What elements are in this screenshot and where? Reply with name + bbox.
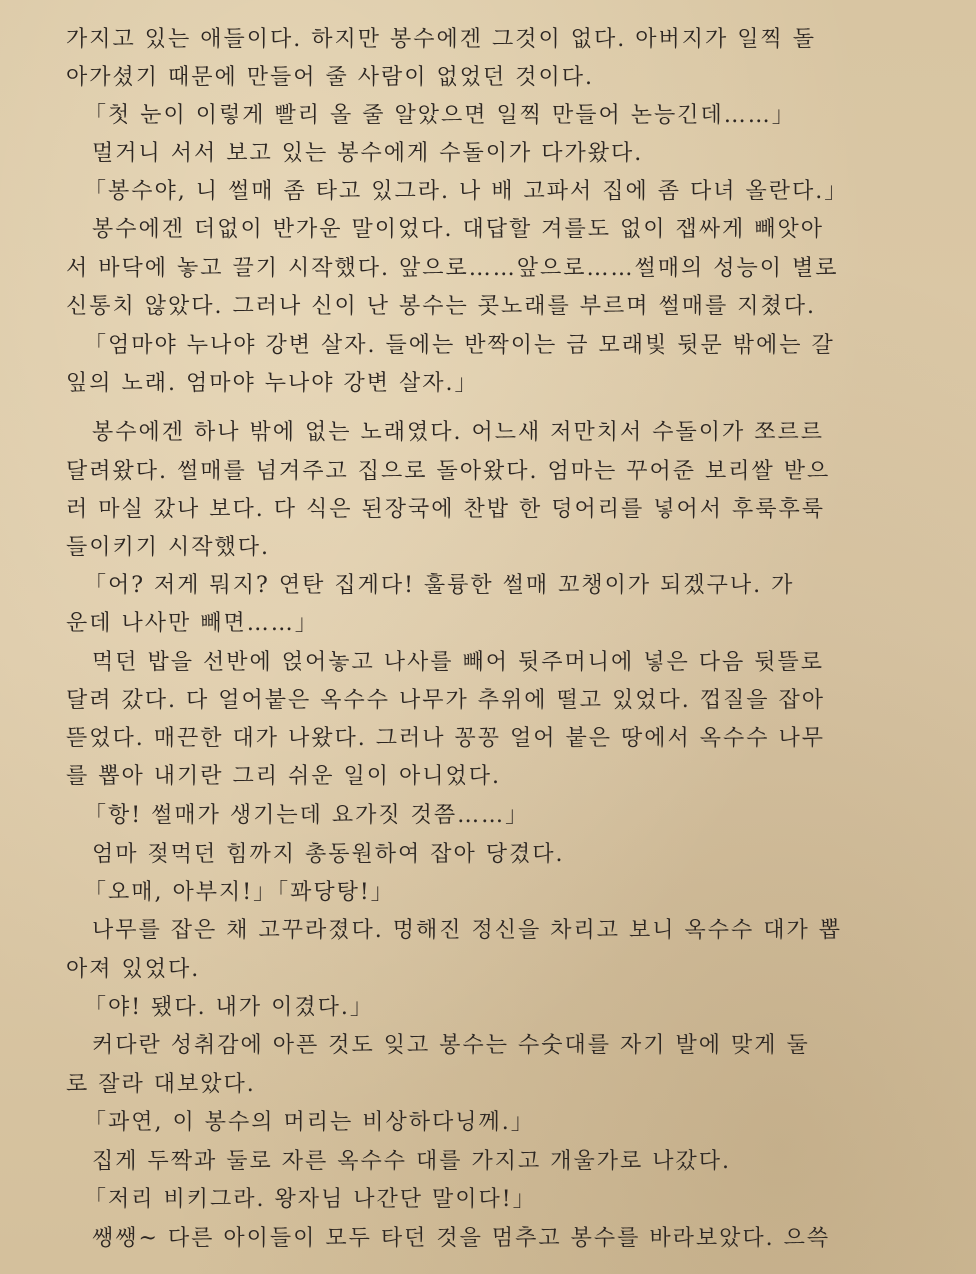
text-line: 가지고 있는 애들이다. 하지만 봉수에겐 그것이 없다. 아버지가 일찍 돌 [66, 27, 816, 52]
text-line: 잎의 노래. 엄마야 누나야 강변 살자.」 [66, 371, 479, 396]
text-line: 「봉수야, 니 썰매 좀 타고 있그라. 나 배 고파서 집에 좀 다녀 올란다.」 [84, 179, 849, 204]
text-line: 들이키기 시작했다. [66, 535, 271, 560]
text-line: 로 잘라 대보았다. [66, 1072, 256, 1097]
text-line: 뜯었다. 매끈한 대가 나왔다. 그러나 꽁꽁 얼어 붙은 땅에서 옥수수 나무 [66, 726, 825, 751]
text-line: 먹던 밥을 선반에 얹어놓고 나사를 빼어 뒷주머니에 넣은 다음 뒷뜰로 [92, 650, 824, 675]
text-line: 「과연, 이 봉수의 머리는 비상하다닝께.」 [84, 1110, 535, 1135]
text-line: 「야! 됐다. 내가 이겼다.」 [84, 995, 374, 1020]
text-line: 엄마 젖먹던 힘까지 총동원하여 잡아 당겼다. [92, 842, 565, 867]
text-line: 「엄마야 누나야 강변 살자. 들에는 반짝이는 금 모래빛 뒷문 밖에는 갈 [84, 333, 835, 358]
text-line: 서 바닥에 놓고 끌기 시작했다. 앞으로……앞으로……썰매의 성능이 별로 [66, 256, 839, 281]
text-line: 봉수에겐 하나 밖에 없는 노래였다. 어느새 저만치서 수돌이가 쪼르르 [92, 420, 824, 445]
text-line: 를 뽑아 내기란 그리 쉬운 일이 아니었다. [66, 764, 501, 789]
text-line: 쌩쌩~ 다른 아이들이 모두 타던 것을 멈추고 봉수를 바라보았다. 으쓱 [92, 1226, 831, 1251]
text-line: 「어? 저게 뭐지? 연탄 집게다! 훌륭한 썰매 꼬챙이가 되겠구나. 가 [84, 573, 795, 598]
text-line: 운데 나사만 빼면……」 [66, 611, 319, 636]
text-line: 「저리 비키그라. 왕자님 나간단 말이다!」 [84, 1187, 537, 1212]
text-line: 아가셨기 때문에 만들어 줄 사람이 없었던 것이다. [66, 65, 594, 90]
text-line: 집게 두짝과 둘로 자른 옥수수 대를 가지고 개울가로 나갔다. [92, 1149, 731, 1174]
text-line: 봉수에겐 더없이 반가운 말이었다. 대답할 겨를도 없이 잽싸게 빼앗아 [92, 217, 824, 242]
text-line: 아져 있었다. [66, 957, 201, 982]
text-line: 커다란 성취감에 아픈 것도 잊고 봉수는 수숫대를 자기 발에 맞게 둘 [92, 1033, 810, 1058]
text-line: 달려왔다. 썰매를 넘겨주고 집으로 돌아왔다. 엄마는 꾸어준 보리쌀 받으 [66, 459, 831, 484]
text-line: 「항! 썰매가 생기는데 요가짓 것쯤……」 [84, 803, 530, 828]
text-line: 러 마실 갔나 보다. 다 식은 된장국에 찬밥 한 덩어리를 넣어서 후룩후룩 [66, 497, 825, 522]
text-line: 멀거니 서서 보고 있는 봉수에게 수돌이가 다가왔다. [92, 141, 644, 166]
text-line: 나무를 잡은 채 고꾸라졌다. 멍해진 정신을 차리고 보니 옥수수 대가 뽑 [92, 918, 842, 943]
text-line: 달려 갔다. 다 얼어붙은 옥수수 나무가 추위에 떨고 있었다. 껍질을 잡아 [66, 688, 825, 713]
text-line: 「첫 눈이 이렇게 빨리 올 줄 알았으면 일찍 만들어 논능긴데……」 [84, 103, 796, 128]
text-line: 신통치 않았다. 그러나 신이 난 봉수는 콧노래를 부르며 썰매를 지쳤다. [66, 294, 816, 319]
text-line: 「오매, 아부지!」「꽈당탕!」 [84, 880, 395, 905]
